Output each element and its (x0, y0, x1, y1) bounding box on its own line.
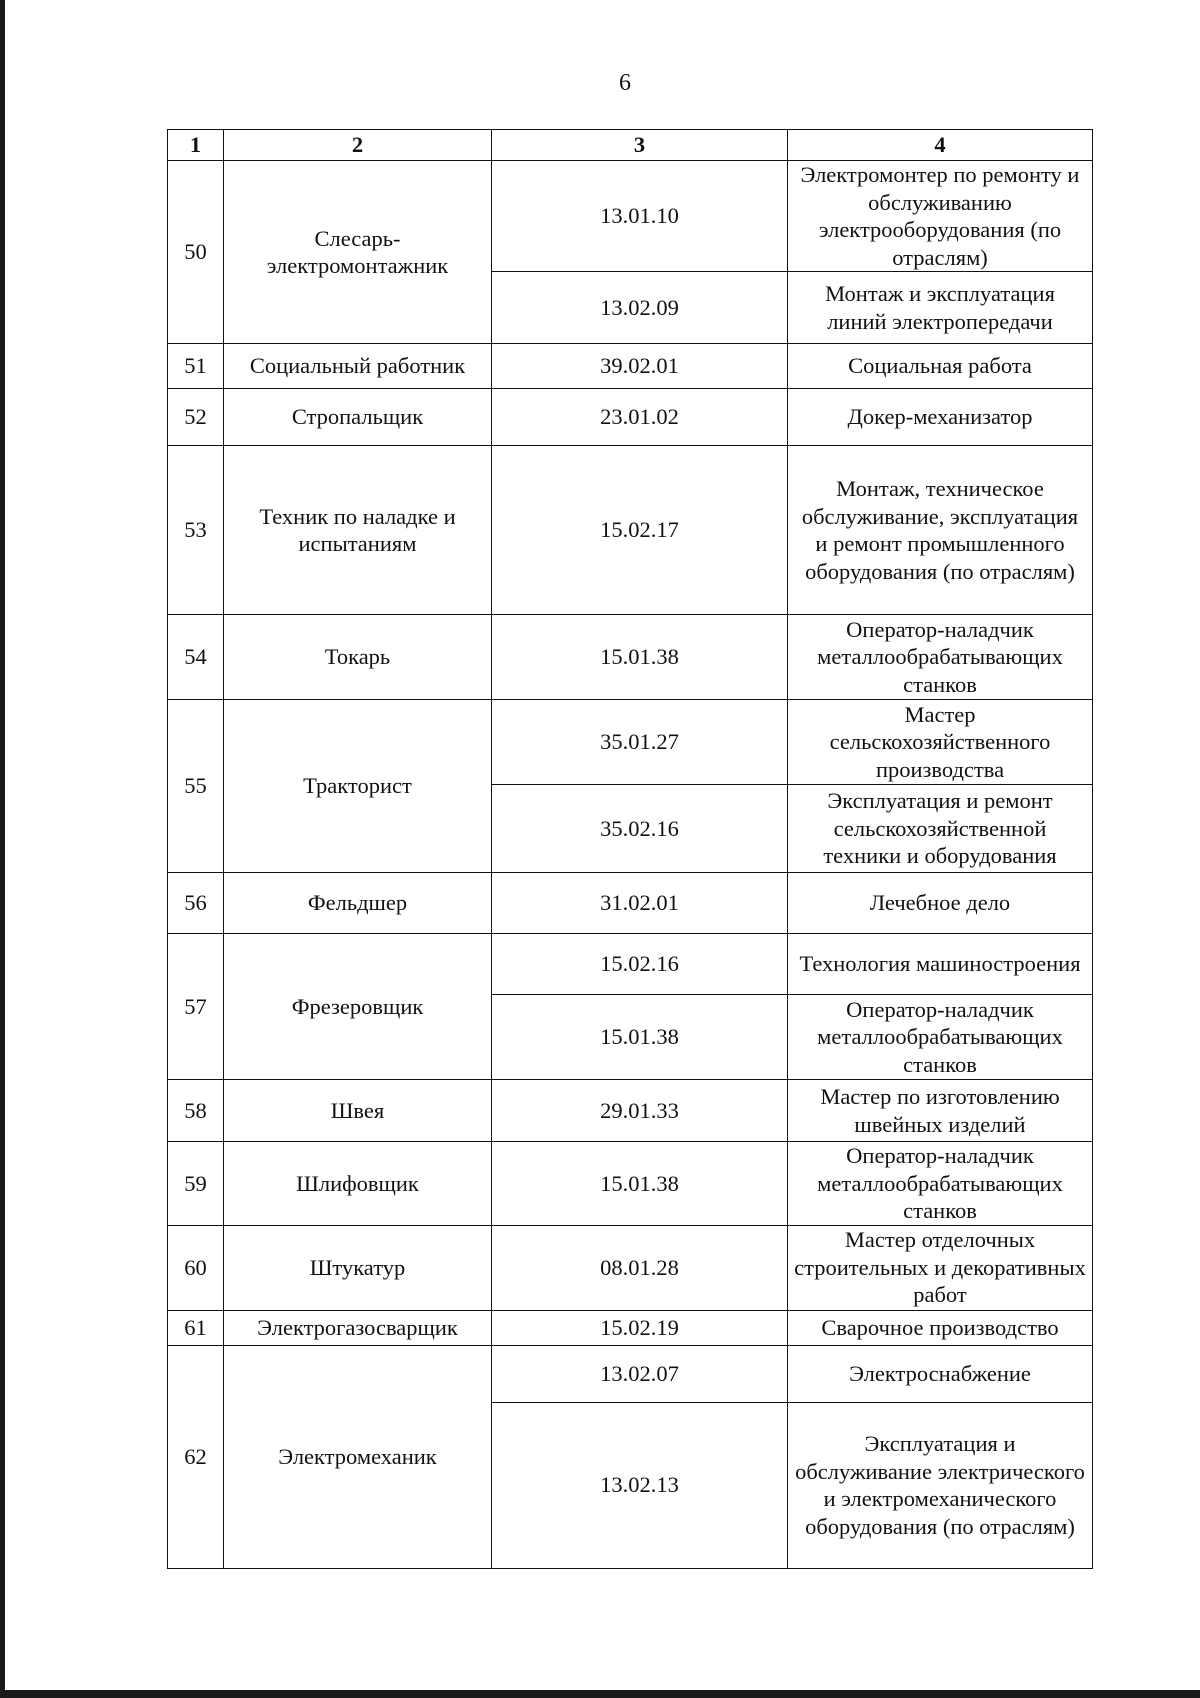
row-number: 60 (168, 1225, 224, 1310)
table-row (168, 1080, 1093, 1142)
table-row (168, 700, 1093, 785)
profession-cell: Токарь (224, 615, 492, 700)
code-cell: 13.02.07 (492, 1345, 788, 1402)
specialty-cell: Сварочное производство (788, 1310, 1093, 1345)
profession-cell: Фрезеровщик (224, 934, 492, 1080)
code-cell: 35.01.27 (492, 700, 788, 785)
specialty-cell: Эксплуатация и ремонт сельскохозяйственной техники и оборудования (788, 785, 1093, 873)
code-cell: 31.02.01 (492, 873, 788, 934)
specialty-cell: Социальная работа (788, 344, 1093, 389)
table-row (168, 1345, 1093, 1402)
code-cell: 15.01.38 (492, 615, 788, 700)
specialty-cell: Электромонтер по ремонту и обслуживанию электрооборудования (по отраслям) (788, 161, 1093, 272)
row-number: 57 (168, 934, 224, 1080)
profession-table (167, 129, 1093, 1569)
row-number: 61 (168, 1310, 224, 1345)
table-row (168, 873, 1093, 934)
code-cell: 08.01.28 (492, 1225, 788, 1310)
code-cell: 35.02.16 (492, 785, 788, 873)
header-cell-3: 3 (492, 130, 788, 161)
specialty-cell: Электроснабжение (788, 1345, 1093, 1402)
profession-cell: Шлифовщик (224, 1142, 492, 1226)
profession-cell: Швея (224, 1080, 492, 1142)
specialty-cell: Оператор-наладчик металлообрабатывающих станков (788, 1142, 1093, 1226)
header-cell-2: 2 (224, 130, 492, 161)
table-row (168, 389, 1093, 446)
specialty-cell: Докер-механизатор (788, 389, 1093, 446)
code-cell: 39.02.01 (492, 344, 788, 389)
row-number: 56 (168, 873, 224, 934)
row-number: 50 (168, 161, 224, 344)
table-row (168, 1310, 1093, 1345)
table-row (168, 615, 1093, 700)
specialty-cell: Мастер отделочных строительных и декоративных работ (788, 1225, 1093, 1310)
profession-cell: Стропальщик (224, 389, 492, 446)
code-cell: 15.02.17 (492, 446, 788, 615)
code-cell: 15.02.19 (492, 1310, 788, 1345)
profession-cell: Электрогазосварщик (224, 1310, 492, 1345)
specialty-cell: Мастер сельскохозяйственного производства (788, 700, 1093, 785)
specialty-cell: Монтаж и эксплуатация линий электропередачи (788, 272, 1093, 344)
profession-cell: Социальный работник (224, 344, 492, 389)
row-number: 53 (168, 446, 224, 615)
row-number: 54 (168, 615, 224, 700)
profession-cell: Тракторист (224, 700, 492, 873)
table-row (168, 1225, 1093, 1310)
header-cell-4: 4 (788, 130, 1093, 161)
row-number: 52 (168, 389, 224, 446)
scan-edge-left (0, 0, 5, 1698)
code-cell: 15.01.38 (492, 995, 788, 1080)
profession-cell: Техник по наладке и испытаниям (224, 446, 492, 615)
page-number: 6 (619, 70, 631, 96)
specialty-cell: Монтаж, техническое обслуживание, эксплуатация и ремонт промышленного оборудования (по отраслям) (788, 446, 1093, 615)
row-number: 58 (168, 1080, 224, 1142)
profession-cell: Штукатур (224, 1225, 492, 1310)
specialty-cell: Оператор-наладчик металлообрабатывающих станков (788, 615, 1093, 700)
row-number: 55 (168, 700, 224, 873)
header-row (168, 130, 1093, 161)
scan-edge-bottom (0, 1690, 1200, 1698)
code-cell: 23.01.02 (492, 389, 788, 446)
code-cell: 15.01.38 (492, 1142, 788, 1226)
profession-cell: Фельдшер (224, 873, 492, 934)
code-cell: 13.01.10 (492, 161, 788, 272)
code-cell: 15.02.16 (492, 934, 788, 995)
row-number: 59 (168, 1142, 224, 1226)
profession-cell: Электромеханик (224, 1345, 492, 1568)
row-number: 62 (168, 1345, 224, 1568)
specialty-cell: Мастер по изготовлению швейных изделий (788, 1080, 1093, 1142)
specialty-cell: Лечебное дело (788, 873, 1093, 934)
table-row (168, 161, 1093, 272)
code-cell: 13.02.09 (492, 272, 788, 344)
specialty-cell: Оператор-наладчик металлообрабатывающих станков (788, 995, 1093, 1080)
code-cell: 29.01.33 (492, 1080, 788, 1142)
table-row (168, 1142, 1093, 1226)
table-row (168, 446, 1093, 615)
specialty-cell: Эксплуатация и обслуживание электрического и электромеханического оборудования (по отраслям) (788, 1402, 1093, 1568)
row-number: 51 (168, 344, 224, 389)
header-cell-1: 1 (168, 130, 224, 161)
code-cell: 13.02.13 (492, 1402, 788, 1568)
specialty-cell: Технология машиностроения (788, 934, 1093, 995)
table-row (168, 934, 1093, 995)
profession-cell: Слесарь-электромонтажник (224, 161, 492, 344)
table-row (168, 344, 1093, 389)
